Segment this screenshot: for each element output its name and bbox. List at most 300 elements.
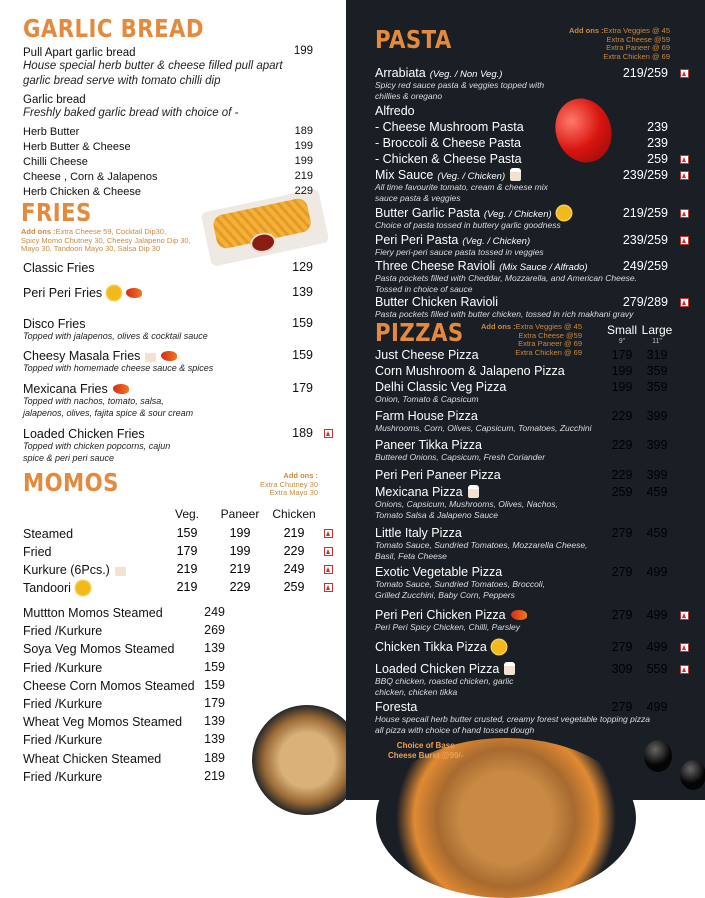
nonveg-icon — [324, 547, 333, 556]
item-row — [23, 260, 313, 275]
menu-item[interactable] — [375, 380, 668, 405]
item-row — [375, 104, 668, 118]
item-variant-note: (Veg. / Non Veg.) — [429, 69, 503, 80]
size-column-header: Large — [641, 323, 673, 337]
item-description: chillies & oregano — [375, 90, 443, 101]
menu-item[interactable] — [23, 154, 313, 168]
olive-photo — [680, 760, 705, 790]
nonveg-icon — [680, 69, 689, 78]
item-name: Farm House Pizza — [375, 409, 478, 423]
item-row — [23, 184, 313, 198]
item-price: 249/259 — [622, 259, 668, 273]
item-name: - Cheese Mushroom Pasta — [375, 120, 524, 134]
item-price: 229 — [283, 544, 305, 558]
item-row — [375, 348, 668, 362]
addons-text: Extra Veggies @ 45 — [515, 322, 582, 331]
menu-item[interactable] — [375, 348, 668, 362]
item-description: Buttered Onions, Capsicum, Fresh Coriander — [375, 452, 546, 462]
item-price: 309 — [611, 662, 633, 676]
item-price: 159 — [176, 526, 198, 540]
menu-item[interactable] — [23, 139, 313, 153]
item-name: Cheese Corn Momos Steamed — [23, 678, 195, 693]
chef-special-icon — [115, 563, 126, 576]
item-name: Just Cheese Pizza — [375, 348, 479, 362]
menu-item[interactable] — [23, 732, 225, 747]
chef-special-icon — [504, 662, 515, 675]
item-row — [23, 623, 225, 638]
item-row — [23, 580, 313, 595]
item-price: 219 — [229, 562, 251, 576]
item-name: Peri Peri Pasta — [375, 233, 459, 247]
addons-line: Mayo 30, Tandoori Mayo 30, Salsa Dip 30 — [21, 244, 161, 253]
column-header: Chicken — [272, 507, 316, 521]
menu-item[interactable] — [23, 124, 313, 138]
menu-item[interactable] — [375, 66, 668, 101]
addons-note — [21, 228, 191, 254]
item-name: Herb Butter — [23, 126, 80, 138]
item-name: Mix Sauce — [375, 168, 434, 182]
chef-special-icon — [145, 349, 156, 362]
item-row — [23, 526, 313, 541]
nonveg-icon — [680, 611, 689, 620]
menu-item[interactable] — [375, 438, 668, 463]
item-row — [375, 526, 668, 540]
menu-item[interactable] — [23, 562, 313, 577]
item-price: 219 — [283, 526, 305, 540]
item-description: spice & peri peri sauce — [23, 452, 115, 463]
item-row — [375, 438, 668, 452]
item-description: BBQ chicken, roasted chicken, garlic — [375, 676, 514, 686]
item-price: 179 — [611, 348, 633, 362]
menu-item[interactable] — [23, 623, 225, 638]
item-name: Fried /Kurkure — [23, 733, 103, 748]
item-price: 239 — [647, 120, 668, 134]
new-badge-icon — [107, 286, 121, 300]
item-description: Topped with homemade cheese sauce & spices — [23, 363, 214, 373]
item-description: Tomato Salsa & Jalapeno Sauce — [375, 509, 499, 520]
item-name: Disco Fries — [23, 317, 86, 331]
item-price: 239/259 — [622, 233, 668, 247]
item-price: 219 — [176, 580, 198, 594]
menu-item[interactable] — [375, 104, 668, 118]
item-row — [23, 44, 313, 59]
item-price: 559 — [646, 662, 668, 676]
menu-item[interactable] — [23, 260, 313, 275]
item-price: 279 — [611, 565, 633, 579]
item-price: 219/259 — [622, 206, 668, 220]
item-price: 249 — [283, 562, 305, 576]
addons-line: Extra Cheese @59 — [518, 330, 582, 340]
addons-label: Add ons : — [283, 471, 318, 480]
item-price: 499 — [646, 565, 668, 579]
addons-label: Add ons : — [481, 322, 516, 331]
item-name: Steamed — [23, 527, 74, 541]
item-row — [23, 696, 225, 711]
item-row — [23, 316, 313, 331]
item-price: 219 — [176, 562, 198, 576]
menu-item[interactable] — [23, 605, 225, 620]
menu-item[interactable] — [375, 168, 668, 203]
item-name: Tandoori — [23, 581, 71, 595]
size-column-header: Small — [606, 323, 637, 337]
item-row — [375, 565, 668, 579]
item-name: Fried — [23, 545, 52, 559]
item-description: Topped with jalapenos, olives & cocktail sauce — [23, 331, 208, 341]
item-row — [23, 154, 313, 168]
menu-item[interactable] — [375, 526, 668, 561]
nonveg-icon — [680, 171, 689, 180]
item-price: 199 — [294, 140, 313, 152]
nonveg-icon — [680, 298, 689, 307]
nonveg-icon — [324, 429, 333, 438]
chef-special-icon — [468, 485, 479, 498]
pizza-photo — [376, 738, 636, 898]
item-description: sauce pasta & veggies — [375, 192, 461, 203]
column-header: Paneer — [220, 507, 260, 521]
item-name: Loaded Chicken Fries — [23, 427, 145, 441]
addons-line: Extra Chutney 30 — [260, 479, 318, 489]
item-description: all pizza with choice of hand tossed dough — [375, 724, 535, 735]
menu-item[interactable] — [375, 259, 668, 294]
addons-line: Extra Mayo 30 — [269, 488, 318, 497]
addons-text: Extra Veggies @ 45 — [603, 26, 670, 35]
menu-item[interactable] — [23, 641, 225, 656]
item-description: Onion, Tomato & Capsicum — [375, 394, 479, 404]
item-price: 229 — [611, 438, 633, 452]
item-price: 199 — [229, 526, 251, 540]
item-price: 199 — [293, 45, 313, 57]
item-price: 399 — [646, 468, 668, 482]
item-variant-note: (Veg. / Chicken) — [437, 171, 506, 182]
size-inches: 11" — [652, 338, 662, 345]
item-name: - Chicken & Cheese Pasta — [375, 152, 522, 166]
item-description: Pasta pockets filled with Cheddar, Mozzarella, and American Cheese. — [375, 273, 637, 283]
item-price: 499 — [646, 608, 668, 622]
menu-item[interactable] — [375, 468, 668, 482]
nonveg-icon — [680, 155, 689, 164]
addons-label: Add ons : — [21, 227, 56, 236]
item-price: 459 — [646, 485, 668, 499]
menu-item[interactable] — [375, 364, 668, 378]
item-name: Pull Apart garlic bread — [23, 47, 136, 59]
menu-item[interactable] — [23, 751, 225, 766]
item-name: Butter Chicken Ravioli — [375, 295, 498, 309]
item-price: 159 — [204, 677, 225, 692]
addons-label: Add ons : — [569, 26, 604, 35]
addons-text: Extra Cheese 59, Cocktail Dip30, — [55, 227, 167, 236]
item-row — [23, 605, 225, 620]
addons-line: Extra Cheese @59 — [606, 34, 670, 44]
new-badge-icon — [557, 206, 571, 220]
section-title: PIZZAS — [375, 318, 464, 347]
item-name: Classic Fries — [23, 261, 95, 275]
item-price: 199 — [294, 155, 313, 167]
item-row — [375, 608, 668, 622]
item-name: Fried /Kurkure — [23, 697, 103, 711]
item-price: 239 — [647, 136, 668, 150]
spicy-chili-icon — [161, 351, 177, 361]
item-description: Topped with nachos, tomato, salsa, — [23, 396, 164, 406]
item-name: Corn Mushroom & Jalapeno Pizza — [375, 364, 565, 378]
item-row — [375, 364, 668, 378]
menu-item[interactable] — [375, 295, 668, 320]
item-row — [23, 641, 225, 656]
item-price: 139 — [204, 641, 225, 656]
item-price: 179 — [176, 544, 198, 558]
item-price: 259 — [647, 152, 668, 166]
menu-item[interactable] — [23, 526, 313, 541]
item-name: Little Italy Pizza — [375, 526, 462, 540]
item-row — [23, 91, 313, 106]
new-badge-icon — [76, 581, 90, 595]
item-name: Butter Garlic Pasta — [375, 206, 480, 221]
item-description: Onions, Capsicum, Mushrooms, Olives, Nachos, — [375, 499, 558, 509]
item-description: garlic bread serve with tomato chilli dip — [23, 75, 221, 87]
olive-photo — [644, 740, 672, 772]
item-price: 229 — [611, 468, 633, 482]
item-name: Kurkure (6Pcs.) — [23, 563, 110, 577]
section-title: MOMOS — [23, 468, 119, 497]
base-choice-line: Cheese Burst @99/- — [388, 751, 464, 760]
item-name: Arrabiata — [375, 66, 426, 80]
item-price: 179 — [292, 381, 313, 395]
item-row — [375, 233, 668, 247]
item-row — [23, 678, 225, 693]
menu-item[interactable] — [375, 409, 668, 434]
item-row — [375, 295, 668, 309]
addons-line: Extra Chicken @ 69 — [515, 347, 582, 357]
item-row — [375, 136, 668, 150]
item-description: Topped with chicken popcorns, cajun — [23, 441, 171, 451]
item-price: 279 — [611, 640, 633, 654]
item-description: Freshly baked garlic bread with choice of - — [23, 107, 239, 119]
item-price: 399 — [646, 409, 668, 423]
item-description: Mushrooms, Corn, Olives, Capsicum, Tomatoes, Zucchini — [375, 423, 592, 433]
item-description: Grilled Zucchini, Baby Corn, Peppers — [375, 589, 515, 600]
menu-item[interactable] — [23, 426, 313, 464]
menu-item[interactable] — [23, 769, 225, 784]
section-title: GARLIC BREAD — [23, 14, 204, 43]
chef-special-icon — [510, 168, 521, 181]
item-row — [23, 348, 313, 363]
item-description: Tossed in choice of sauce — [375, 283, 473, 294]
item-description: Basil, Feta Cheese — [375, 550, 447, 561]
item-row — [23, 660, 225, 675]
addons-note — [569, 27, 670, 61]
spicy-chili-icon — [113, 384, 129, 394]
item-row — [23, 714, 225, 729]
addons-line: Extra Paneer @ 69 — [518, 339, 582, 348]
menu-item[interactable] — [375, 662, 668, 697]
item-row — [375, 259, 668, 273]
item-row — [375, 409, 668, 423]
item-price: 459 — [646, 526, 668, 540]
item-price: 199 — [611, 380, 633, 394]
item-price: 159 — [204, 659, 225, 674]
menu-item[interactable] — [375, 233, 668, 258]
item-price: 499 — [646, 700, 668, 714]
item-price: 139 — [204, 714, 225, 729]
nonveg-icon — [324, 583, 333, 592]
item-name: Chicken Tikka Pizza — [375, 640, 487, 655]
item-name: Peri Peri Chicken Pizza — [375, 608, 506, 622]
item-name: - Broccoli & Cheese Pasta — [375, 136, 521, 150]
item-name: Wheat Chicken Steamed — [23, 751, 162, 766]
menu-item[interactable] — [375, 120, 668, 134]
menu-item[interactable] — [375, 565, 668, 600]
menu-item[interactable] — [23, 678, 225, 693]
item-price: 279/289 — [622, 295, 668, 309]
menu-item[interactable] — [23, 44, 313, 89]
menu-item[interactable] — [375, 640, 668, 654]
menu-item[interactable] — [23, 91, 313, 121]
menu-item[interactable] — [23, 285, 313, 300]
nonveg-icon — [324, 529, 333, 538]
item-description: Pasta pockets filled with butter chicken, tossed in rich makhani gravy — [375, 309, 634, 319]
base-choice-note — [388, 741, 463, 761]
spicy-chili-icon — [126, 288, 142, 298]
item-price: 139 — [292, 285, 313, 299]
item-name: Three Cheese Ravioli — [375, 259, 496, 273]
item-description: All time favourite tomato, cream & cheese mix — [375, 182, 548, 192]
item-price: 359 — [646, 380, 668, 394]
menu-item[interactable] — [23, 660, 225, 675]
nonveg-icon — [324, 565, 333, 574]
nonveg-icon — [680, 236, 689, 245]
menu-item[interactable] — [375, 152, 668, 166]
item-name: Fried /Kurkure — [23, 769, 103, 784]
menu-item[interactable] — [23, 348, 313, 375]
section-title: FRIES — [21, 198, 92, 227]
menu-item[interactable] — [375, 206, 668, 231]
item-price: 249 — [204, 605, 225, 619]
item-row — [375, 662, 668, 676]
item-name: Alfredo — [375, 104, 415, 118]
item-row — [23, 169, 313, 183]
item-name: Mexicana Fries — [23, 382, 108, 396]
item-name: Muttton Momos Steamed — [23, 606, 163, 620]
item-price: 179 — [204, 696, 225, 710]
new-badge-icon — [492, 640, 506, 654]
item-row — [375, 700, 668, 714]
item-price: 219 — [294, 170, 313, 182]
section-title: PASTA — [375, 25, 452, 54]
item-price: 229 — [294, 185, 313, 197]
item-description: House specail herb butter crusted, creamy forest vegetable topping pizza — [375, 714, 650, 724]
item-variant-note: (Veg. / Chicken) — [483, 209, 552, 221]
item-description: Choice of pasta tossed in buttery garlic goodness — [375, 220, 561, 230]
item-row — [23, 139, 313, 153]
nonveg-icon — [680, 209, 689, 218]
menu-item[interactable] — [23, 184, 313, 198]
item-description: chicken, chicken tikka — [375, 686, 458, 697]
item-row — [375, 380, 668, 394]
item-description: Tomato Sauce, Sundried Tomatoes, Mozzarella Cheese, — [375, 540, 588, 550]
item-price: 159 — [292, 316, 313, 330]
item-price: 229 — [229, 580, 251, 594]
item-price: 199 — [229, 544, 251, 558]
menu-item[interactable] — [23, 696, 225, 711]
column-header: Veg. — [174, 507, 200, 521]
item-description: Peri Peri Spicy Chicken, Chilli, Parsley — [375, 622, 521, 632]
menu-item[interactable] — [375, 136, 668, 150]
item-price: 199 — [611, 364, 633, 378]
item-row — [375, 152, 668, 166]
menu-item[interactable] — [23, 169, 313, 183]
item-row — [23, 426, 313, 441]
addons-line: Extra Chicken @ 69 — [603, 51, 670, 61]
item-price: 139 — [204, 732, 225, 747]
item-row — [375, 206, 668, 220]
item-name: Garlic bread — [23, 94, 86, 106]
menu-item[interactable] — [375, 608, 668, 633]
item-row — [23, 285, 313, 300]
item-name: Loaded Chicken Pizza — [375, 662, 500, 676]
item-row — [23, 562, 313, 577]
spicy-chili-icon — [511, 610, 527, 620]
item-row — [23, 732, 225, 747]
nonveg-icon — [680, 643, 689, 652]
item-row — [23, 769, 225, 784]
item-price: 229 — [611, 409, 633, 423]
item-name: Exotic Vegetable Pizza — [375, 565, 503, 579]
menu-item[interactable] — [375, 700, 668, 735]
menu-item[interactable] — [23, 714, 225, 729]
item-price: 129 — [292, 260, 313, 274]
item-name: Foresta — [375, 700, 418, 714]
item-name: Peri Peri Paneer Pizza — [375, 468, 501, 482]
menu-item[interactable] — [375, 485, 668, 520]
item-row — [23, 124, 313, 138]
addons-line: Spicy Momo Chutney 30, Cheesy Jalapeno Dip 30, — [21, 235, 191, 245]
item-name: Wheat Veg Momos Steamed — [23, 715, 183, 730]
item-price: 499 — [646, 640, 668, 654]
item-price: 219 — [204, 768, 225, 783]
item-description: jalapenos, olives, fajita spice & sour cream — [23, 407, 194, 418]
item-name: Fried /Kurkure — [23, 624, 103, 639]
item-price: 259 — [611, 485, 633, 499]
item-price: 319 — [646, 348, 668, 362]
item-price: 189 — [294, 125, 313, 137]
menu-item[interactable] — [23, 381, 313, 419]
fries-photo — [201, 188, 330, 267]
item-name: Herb Chicken & Cheese — [23, 186, 142, 198]
item-name: Herb Butter & Cheese — [23, 141, 131, 153]
size-inches: 9" — [618, 338, 626, 345]
item-price: 359 — [646, 364, 668, 378]
item-price: 279 — [611, 608, 633, 622]
item-name: Soya Veg Momos Steamed — [23, 642, 175, 657]
item-price: 159 — [292, 348, 313, 362]
item-row — [375, 168, 668, 182]
item-name: Fried /Kurkure — [23, 660, 103, 675]
item-row — [375, 640, 668, 654]
item-row — [23, 751, 225, 766]
item-name: Mexicana Pizza — [375, 485, 463, 499]
menu-item[interactable] — [23, 580, 313, 595]
menu-item[interactable] — [23, 316, 313, 343]
item-price: 269 — [204, 623, 225, 638]
item-price: 189 — [204, 750, 225, 765]
menu-item[interactable] — [23, 544, 313, 559]
item-row — [23, 544, 313, 559]
nonveg-icon — [680, 665, 689, 674]
item-row — [375, 66, 668, 80]
item-row — [23, 381, 313, 396]
item-row — [375, 120, 668, 134]
item-name: Peri Peri Fries — [23, 286, 103, 300]
item-name: Chilli Cheese — [23, 156, 88, 168]
